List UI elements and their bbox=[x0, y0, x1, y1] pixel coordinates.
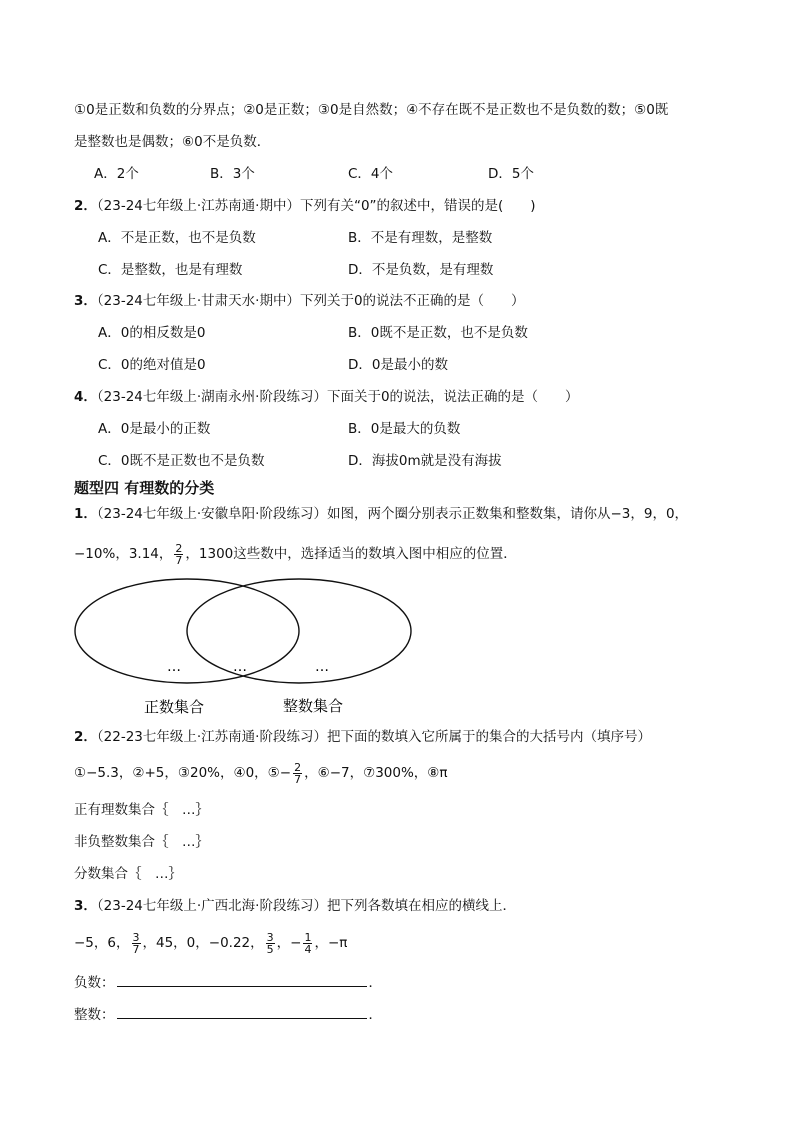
option-c: C．0的绝对值是0 bbox=[98, 357, 206, 373]
question-text-line: 是整数也是偶数；⑥0不是负数． bbox=[74, 134, 271, 150]
question-stem: 下列关于0的说法不正确的是（ ） bbox=[299, 293, 525, 309]
number-list: ①−5.3，②+5，③20%，④0，⑤− bbox=[74, 765, 292, 781]
fraction: $\frac{3}{5}$ bbox=[266, 930, 274, 956]
option-b: B．0是最大的负数 bbox=[348, 421, 461, 437]
question-source: （22-23七年级上·江苏南通·阶段练习） bbox=[96, 729, 327, 745]
option-b: B．3个 bbox=[210, 166, 255, 182]
answer-blank[interactable] bbox=[117, 1004, 367, 1019]
question-text-line bbox=[74, 540, 517, 568]
question-stem: 如图，两个圈分别表示正数集和整数集，请你从−3，9，0， bbox=[326, 506, 689, 522]
answer-negative-row bbox=[74, 972, 382, 993]
answer-blank[interactable] bbox=[117, 972, 367, 987]
set-nonnegative-integer: 非负整数集合｛ …｝ bbox=[74, 834, 209, 850]
question-stem: 下列有关“0”的叙述中，错误的是( ) bbox=[299, 198, 536, 214]
question-number: 2． bbox=[74, 198, 97, 214]
question-4 bbox=[74, 387, 579, 407]
answer-integer-row bbox=[74, 1004, 382, 1025]
question-source: （23-24七年级上·安徽阜阳·阶段练习） bbox=[96, 506, 327, 522]
section-question-2 bbox=[74, 727, 651, 747]
period: ． bbox=[368, 975, 382, 991]
question-text-line: ①0是正数和负数的分界点；②0是正数；③0是自然数；④不存在既不是正数也不是负数的数；⑤0既 bbox=[74, 102, 669, 118]
venn-dots-middle: … bbox=[233, 659, 247, 675]
answer-label: 整数： bbox=[74, 1007, 115, 1023]
number-list: ，⑥−7，⑦300%，⑧π bbox=[304, 765, 448, 781]
question-number: 3． bbox=[74, 898, 97, 914]
option-b: B．0既不是正数，也不是负数 bbox=[348, 325, 528, 341]
fraction: $\frac{1}{4}$ bbox=[304, 930, 312, 956]
question-2 bbox=[74, 196, 536, 216]
question-3 bbox=[74, 291, 525, 311]
section-question-1 bbox=[74, 504, 688, 524]
venn-dots-right: … bbox=[315, 659, 329, 675]
option-b: B．不是有理数，是整数 bbox=[348, 230, 493, 246]
question-number: 2． bbox=[74, 729, 97, 745]
option-a: A．不是正数，也不是负数 bbox=[98, 230, 256, 246]
option-a: A．0是最小的正数 bbox=[98, 421, 211, 437]
option-d: D．不是负数，是有理数 bbox=[348, 262, 494, 278]
option-c: C．0既不是正数也不是负数 bbox=[98, 453, 265, 469]
question-stem: 把下列各数填在相应的横线上． bbox=[326, 898, 516, 914]
question-stem: 下面关于0的说法，说法正确的是（ ） bbox=[326, 389, 579, 405]
number-items bbox=[74, 928, 347, 958]
question-number: 1． bbox=[74, 506, 97, 522]
option-a: A．0的相反数是0 bbox=[98, 325, 206, 341]
venn-dots-left: … bbox=[167, 659, 181, 675]
option-d: D．5个 bbox=[488, 166, 534, 182]
number-items bbox=[74, 759, 448, 787]
question-text: ，1300这些数中，选择适当的数填入图中相应的位置． bbox=[185, 546, 517, 562]
period: ． bbox=[368, 1007, 382, 1023]
option-c: C．是整数，也是有理数 bbox=[98, 262, 243, 278]
number-list: −10%，3.14， bbox=[74, 546, 173, 562]
question-source: （23-24七年级上·广西北海·阶段练习） bbox=[96, 898, 327, 914]
question-source: （23-24七年级上·湖南永州·阶段练习） bbox=[96, 389, 327, 405]
venn-label-integer: 整数集合 bbox=[283, 697, 344, 715]
question-number: 4． bbox=[74, 389, 97, 405]
venn-diagram bbox=[0, 575, 794, 715]
question-number: 3． bbox=[74, 293, 97, 309]
venn-label-positive: 正数集合 bbox=[144, 698, 205, 715]
fraction: $\frac{3}{7}$ bbox=[132, 930, 140, 956]
section-title: 题型四 有理数的分类 bbox=[74, 479, 215, 497]
option-d: D．海拔0m就是没有海拔 bbox=[348, 453, 502, 469]
number-list: −5，6， bbox=[74, 935, 130, 951]
fraction: $\frac{2}{7}$ bbox=[175, 541, 183, 567]
question-source: （23-24七年级上·江苏南通·期中） bbox=[96, 198, 300, 214]
set-fraction: 分数集合｛ …｝ bbox=[74, 866, 182, 882]
set-positive-rational: 正有理数集合｛ …｝ bbox=[74, 802, 209, 818]
question-source: （23-24七年级上·甘肃天水·期中） bbox=[96, 293, 300, 309]
option-d: D．0是最小的数 bbox=[348, 357, 448, 373]
option-c: C．4个 bbox=[348, 166, 394, 182]
number-list: ，45，0，−0.22， bbox=[142, 935, 264, 951]
fraction: $\frac{2}{7}$ bbox=[294, 760, 302, 786]
question-stem: 把下面的数填入它所属于的集合的大括号内（填序号） bbox=[326, 729, 651, 745]
option-a: A．2个 bbox=[94, 166, 139, 182]
number-list: ，−π bbox=[314, 935, 348, 951]
section-question-3 bbox=[74, 896, 516, 916]
number-list: ，− bbox=[276, 935, 302, 951]
answer-label: 负数： bbox=[74, 975, 115, 991]
